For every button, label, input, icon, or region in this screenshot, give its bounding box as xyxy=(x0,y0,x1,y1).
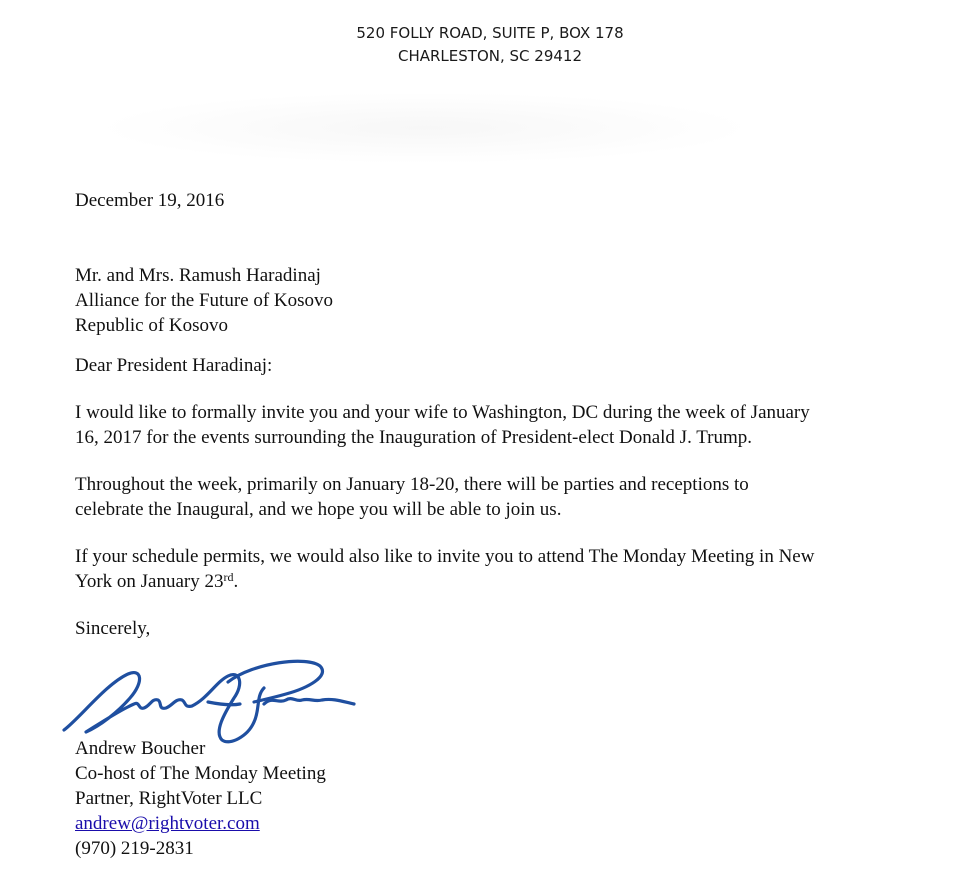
signer-title: Co-host of The Monday Meeting xyxy=(75,763,326,784)
body-paragraph-2-line-2: celebrate the Inaugural, and we hope you will be able to join us. xyxy=(75,499,562,520)
body-paragraph-3-line-2-text: York on January 23 xyxy=(75,571,224,592)
body-paragraph-3-line-2-end: . xyxy=(233,571,239,592)
signer-phone: (970) 219-2831 xyxy=(75,838,194,859)
body-paragraph-2-line-1: Throughout the week, primarily on January 18-20, there will be parties and receptions to xyxy=(75,474,749,495)
closing xyxy=(75,616,925,641)
body-paragraph-1-line-2: 16, 2017 for the events surrounding the Inauguration of President-elect Donald J. Trump. xyxy=(75,427,753,448)
letterhead-address-line-2: CHARLESTON, SC 29412 xyxy=(398,47,582,65)
letter-body xyxy=(75,188,925,861)
body-paragraph-1-line-1: I would like to formally invite you and your wife to Washington, DC during the week of January xyxy=(75,402,810,423)
body-paragraph-1 xyxy=(75,400,925,450)
salutation xyxy=(75,353,925,378)
salutation-text: Dear President Haradinaj: xyxy=(75,355,273,376)
signer-company: Partner, RightVoter LLC xyxy=(75,788,263,809)
handwritten-signature-icon xyxy=(58,652,358,752)
recipient-block xyxy=(75,263,925,338)
body-paragraph-3-line-1: If your schedule permits, we would also like to invite you to attend The Monday Meeting in New xyxy=(75,546,815,567)
recipient-organization: Alliance for the Future of Kosovo xyxy=(75,290,334,311)
signer-name: Andrew Boucher xyxy=(75,738,206,759)
body-paragraph-2 xyxy=(75,472,925,522)
ordinal-suffix: rd xyxy=(223,570,234,584)
letterhead xyxy=(0,22,980,68)
signer-email-link[interactable]: andrew@rightvoter.com xyxy=(75,813,260,834)
letterhead-address-line-1: 520 FOLLY ROAD, SUITE P, BOX 178 xyxy=(356,24,624,42)
body-paragraph-3-line-2 xyxy=(75,569,925,594)
body-paragraph-3 xyxy=(75,544,925,594)
recipient-name: Mr. and Mrs. Ramush Haradinaj xyxy=(75,265,321,286)
date-text: December 19, 2016 xyxy=(75,190,225,211)
signer-block xyxy=(75,736,925,861)
recipient-country: Republic of Kosovo xyxy=(75,315,229,336)
closing-text: Sincerely, xyxy=(75,618,151,639)
letter-date xyxy=(75,188,925,213)
faded-letterhead-area xyxy=(95,92,755,164)
